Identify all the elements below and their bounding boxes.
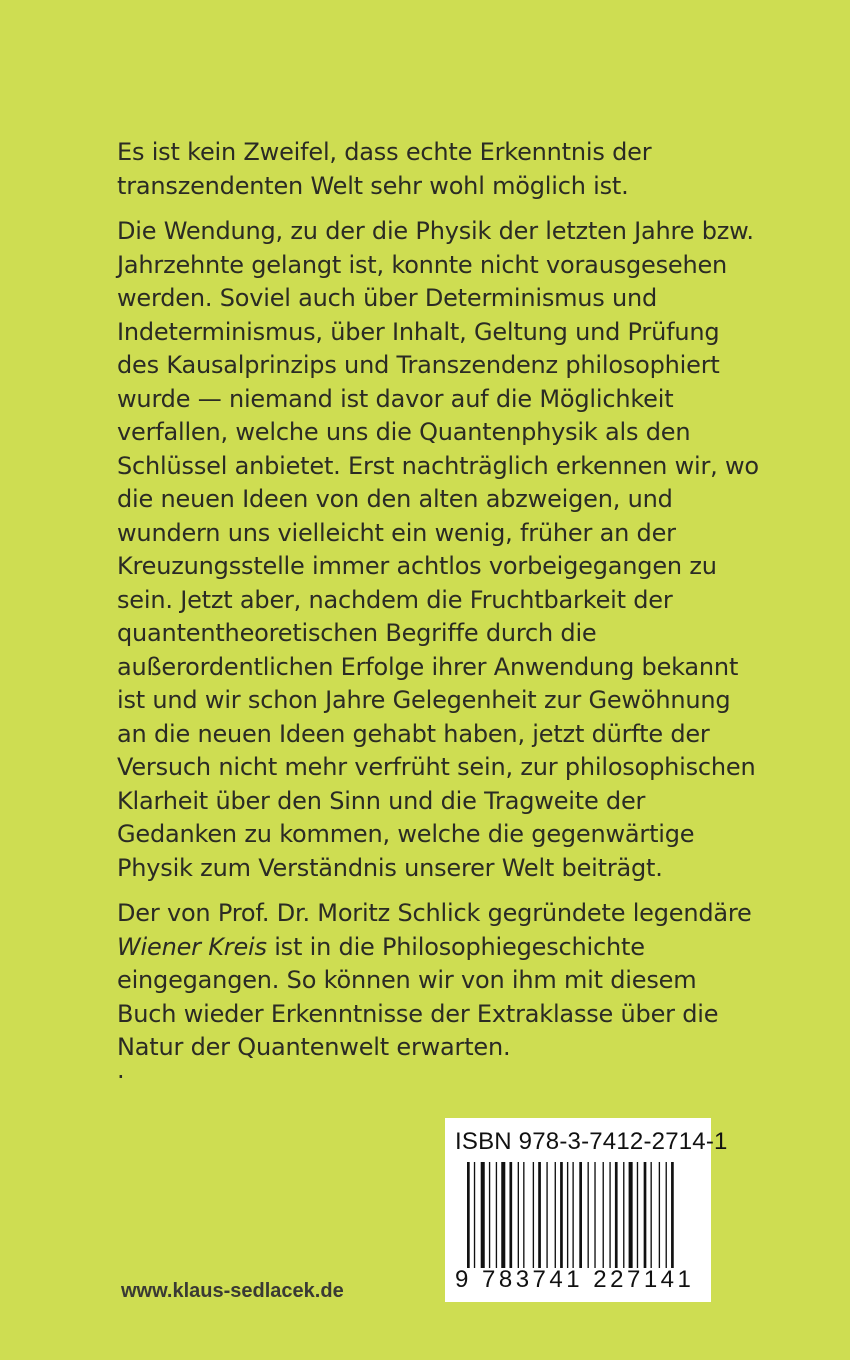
barcode-bar [518,1162,519,1268]
barcode-bar [579,1162,582,1268]
isbn-barcode-box [445,1118,728,1302]
barcode-bar [474,1162,475,1268]
blurb-line: Physik zum Verständnis unserer Welt beiträgt. [117,853,663,882]
barcode-bar [523,1162,524,1268]
barcode-bar [489,1162,490,1268]
blurb-line: Schlüssel anbietet. Erst nachträglich erkennen wir, wo [117,451,759,480]
barcode-bar [546,1162,547,1268]
blurb-paragraph-1 [117,136,757,203]
barcode-bar [467,1162,470,1268]
barcode-bar [644,1162,647,1268]
blurb-line: Kreuzungsstelle immer achtlos vorbeigegangen zu [117,552,717,580]
barcode-bar [509,1162,512,1268]
blurb-line: ist und wir schon Jahre Gelegenheit zur Gewöhnung [117,686,731,714]
barcode-bar [572,1162,573,1268]
isbn-label: ISBN 978-3-7412-2714-1 [455,1128,728,1155]
barcode-bar [623,1162,624,1268]
blurb-line: Buch wieder Erkenntnisse der Extraklasse über die [117,999,719,1028]
blurb-line-rest: ist in die Philosophiegeschichte [266,932,645,961]
barcode-bar [629,1162,633,1268]
blurb-paragraph-3 [117,897,757,1065]
trailing-dot: . [117,1056,125,1084]
barcode-bar [651,1162,652,1268]
blurb-line: wurde — niemand ist davor auf die Möglichkeit [117,384,674,413]
barcode-bar [538,1162,541,1268]
barcode-bar [567,1162,568,1268]
barcode-bar [533,1162,534,1268]
blurb-line: des Kausalprinzips und Transzendenz philosophiert [117,351,720,379]
barcode-bar [666,1162,667,1268]
blurb-line [117,931,757,965]
blurb-line: an die neuen Ideen gehabt haben, jetzt dürfte der [117,719,710,748]
publisher-website: www.klaus-sedlacek.de [121,1280,344,1302]
blurb-line: quantentheoretischen Begriffe durch die [117,619,597,647]
barcode-bar [481,1162,485,1268]
wiener-kreis-italic: Wiener Kreis [117,932,267,961]
blurb-line: Klarheit über den Sinn und die Tragweite der [117,786,646,815]
blurb-line: sein. Jetzt aber, nachdem die Fruchtbarkeit der [117,585,673,614]
barcode-bar [555,1162,556,1268]
barcode-bar [615,1162,618,1268]
blurb-line: Die Wendung, zu der die Physik der letzten Jahre bzw. [117,217,754,245]
blurb-line: werden. Soviel auch über Determinismus und [117,284,658,312]
barcode-bar [659,1162,660,1268]
blurb-line: Der von Prof. Dr. Moritz Schlick gegründete legendäre [117,899,752,927]
barcode-bar [560,1162,563,1268]
blurb-line: die neuen Ideen von den alten abzweigen, und [117,485,673,513]
blurb-paragraph-2 [117,215,757,885]
barcode-bar [609,1162,610,1268]
barcode-bar [496,1162,497,1268]
blurb-line: Es ist kein Zweifel, dass echte Erkenntnis der [117,138,652,166]
barcode-digits: 9 783741 227141 [455,1266,695,1293]
barcode-bar [603,1162,604,1268]
blurb-line: Indeterminismus, über Inhalt, Geltung und Prüfung [117,317,720,346]
blurb-line: transzendenten Welt sehr wohl möglich ist. [117,171,629,200]
blurb-line: Versuch nicht mehr verfrüht sein, zur philosophischen [117,753,756,781]
blurb-line: Natur der Quantenwelt erwarten. [117,1033,511,1061]
blurb-line: außerordentlichen Erfolge ihrer Anwendung bekannt [117,652,739,681]
blurb-line: Jahrzehnte gelangt ist, konnte nicht vorausgesehen [117,250,728,279]
back-cover-blurb [117,136,757,1077]
blurb-line: eingegangen. So können wir von ihm mit diesem [117,966,697,994]
barcode-bar [501,1162,505,1268]
blurb-line: Gedanken zu kommen, welche die gegenwärtige [117,820,695,848]
barcode-bar [637,1162,638,1268]
blurb-line: wundern uns vielleicht ein wenig, früher an der [117,518,676,547]
blurb-line: verfallen, welche uns die Quantenphysik als den [117,418,691,446]
barcode-bar [671,1162,674,1268]
barcode-bar [588,1162,589,1268]
barcode-bar [594,1162,595,1268]
